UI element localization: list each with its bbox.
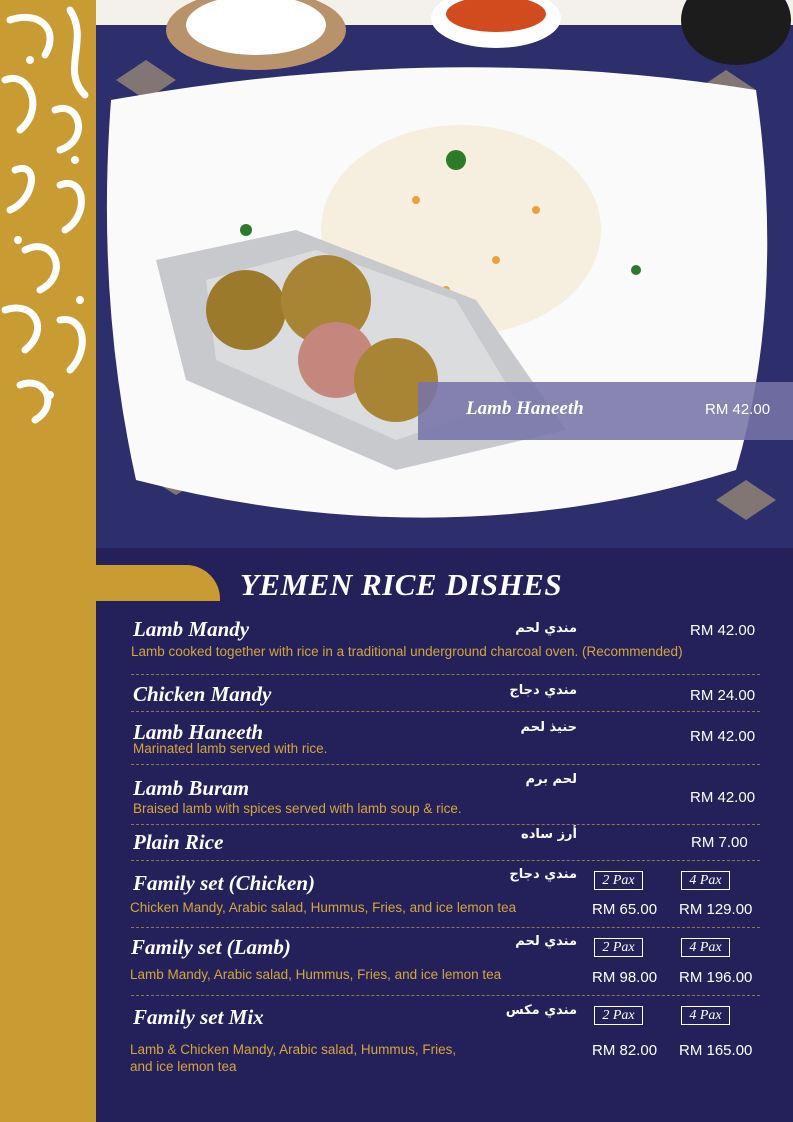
gold-curve-decoration (0, 565, 96, 1122)
dish-arabic-name: أرز ساده (521, 827, 577, 842)
dish-price: RM 42.00 (690, 789, 756, 806)
family-set-description-line2: and ice lemon tea (130, 1059, 237, 1074)
dish-description: Lamb cooked together with rice in a traditional underground charcoal oven. (Recommended) (131, 644, 683, 659)
dish-price: RM 7.00 (691, 834, 748, 851)
family-set-price-2pax: RM 98.00 (592, 969, 658, 986)
divider (131, 711, 760, 712)
gold-title-tab (96, 565, 220, 601)
family-set-price-2pax: RM 82.00 (592, 1042, 658, 1059)
family-set-description: Lamb Mandy, Arabic salad, Hummus, Fries, and ice lemon tea (130, 967, 502, 982)
dish-price: RM 42.00 (690, 728, 756, 745)
dish-name: Lamb Mandy (133, 617, 250, 641)
family-set-description: Chicken Mandy, Arabic salad, Hummus, Fries, and ice lemon tea (130, 900, 517, 915)
featured-dish-name: Lamb Haneeth (466, 398, 584, 419)
pax-4-label: 4 Pax (681, 1006, 730, 1025)
pax-4-label: 4 Pax (681, 871, 730, 890)
pax-2-label: 2 Pax (594, 1006, 643, 1025)
pax-2-label: 2 Pax (594, 938, 643, 957)
family-set-name: Family set (Lamb) (131, 935, 291, 959)
dish-arabic-name: مندي دجاج (509, 683, 577, 698)
divider (131, 927, 760, 928)
dish-price: RM 24.00 (690, 687, 756, 704)
pax-2-label: 2 Pax (594, 871, 643, 890)
divider (131, 764, 760, 765)
family-set-price-4pax: RM 165.00 (679, 1042, 753, 1059)
dish-name: Lamb Buram (133, 776, 250, 800)
food-photo (96, 0, 793, 548)
family-set-arabic-name: مندي دجاج (509, 867, 577, 882)
dish-name: Chicken Mandy (133, 682, 272, 706)
divider (131, 995, 760, 996)
dish-arabic-name: حنيذ لحم (520, 720, 577, 735)
section-title: YEMEN RICE DISHES (240, 567, 563, 602)
family-set-arabic-name: مندي لحم (515, 934, 577, 949)
dish-arabic-name: مندي لحم (515, 621, 577, 636)
dish-price: RM 42.00 (690, 622, 756, 639)
featured-dish-price: RM 42.00 (705, 401, 771, 418)
family-set-price-4pax: RM 196.00 (679, 969, 753, 986)
family-set-price-4pax: RM 129.00 (679, 901, 753, 918)
dish-arabic-name: لحم برم (525, 772, 577, 787)
family-set-arabic-name: مندي مكس (505, 1003, 577, 1018)
family-set-price-2pax: RM 65.00 (592, 901, 658, 918)
family-set-description: Lamb & Chicken Mandy, Arabic salad, Hummus, Fries, (130, 1042, 457, 1057)
family-set-name: Family set (Chicken) (133, 871, 315, 895)
dish-name: Lamb Haneeth (133, 720, 264, 744)
pax-4-label: 4 Pax (681, 938, 730, 957)
dish-description: Marinated lamb served with rice. (133, 741, 328, 756)
divider (131, 674, 760, 675)
divider (131, 860, 760, 861)
dish-name: Plain Rice (133, 830, 224, 854)
calligraphy-decoration (0, 0, 96, 430)
family-set-name: Family set Mix (133, 1005, 264, 1029)
dish-description: Braised lamb with spices served with lamb soup & rice. (133, 801, 462, 816)
divider (131, 824, 760, 825)
